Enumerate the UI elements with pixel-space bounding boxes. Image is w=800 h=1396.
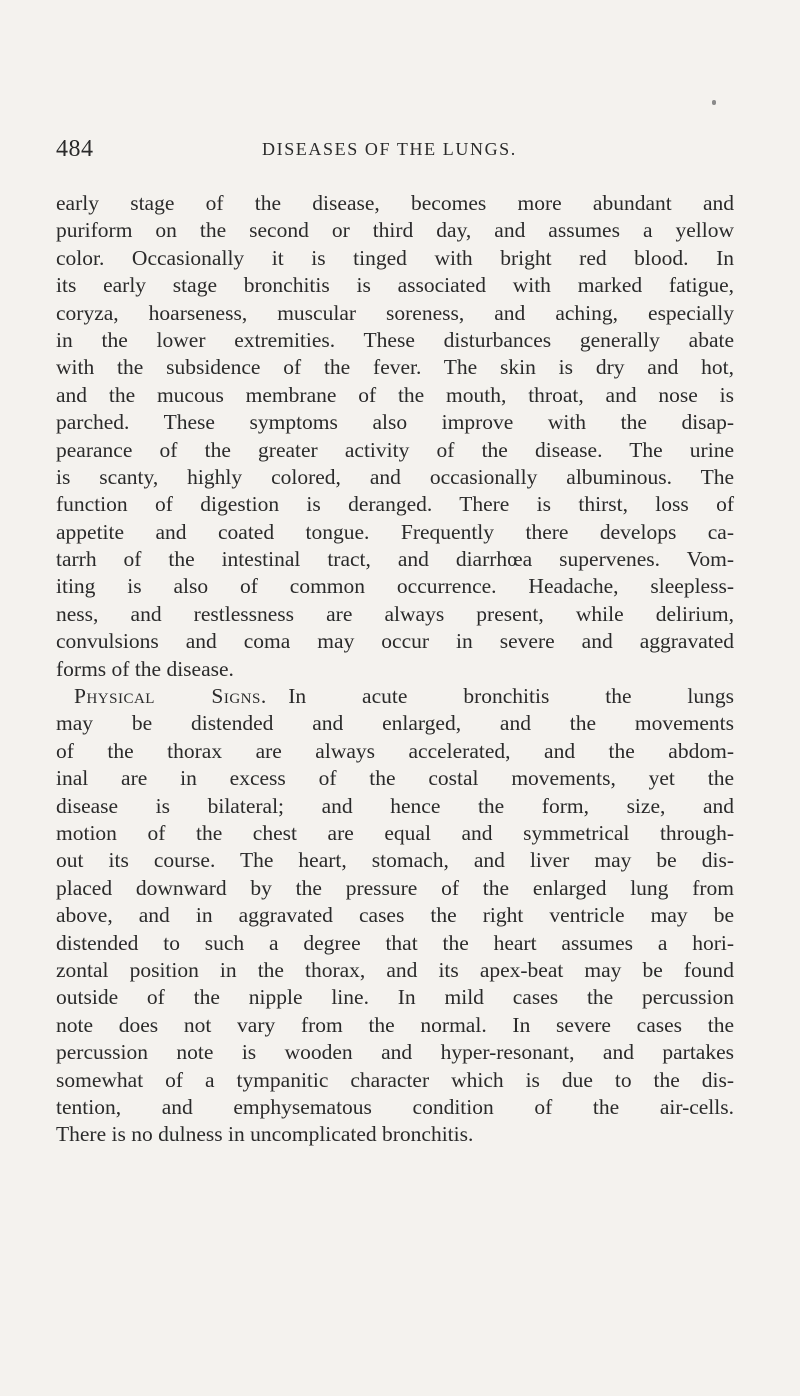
text-line: with the subsidence of the fever. The skin is dry and hot, xyxy=(56,355,734,380)
text-line: and the mucous membrane of the mouth, throat, and nose is xyxy=(56,382,734,407)
text-line: appetite and coated tongue. Frequently there develops ca- xyxy=(56,519,734,544)
page-number: 484 xyxy=(56,136,94,162)
text-line: note does not vary from the normal. In severe cases the xyxy=(56,1012,734,1037)
section-first-line xyxy=(56,683,734,710)
text-line: somewhat of a tympanitic character which is due to the dis- xyxy=(56,1067,734,1092)
text-line: outside of the nipple line. In mild cases the percussion xyxy=(56,985,734,1010)
text-line: disease is bilateral; and hence the form, size, and xyxy=(56,793,734,818)
text-line: of the thorax are always accelerated, and the abdom- xyxy=(56,738,734,763)
text-line: early stage of the disease, becomes more abundant and xyxy=(56,191,734,215)
text-line: percussion note is wooden and hyper-resonant, and partakes xyxy=(56,1040,734,1065)
text-line: above, and in aggravated cases the right ventricle may be xyxy=(56,903,734,928)
text-line: out its course. The heart, stomach, and liver may be dis- xyxy=(56,848,734,873)
text-line: iting is also of common occurrence. Headache, sleepless- xyxy=(56,574,734,599)
text-line: inal are in excess of the costal movements, yet the xyxy=(56,766,734,791)
text-line: tention, and emphysematous condition of the air-cells. xyxy=(56,1094,734,1119)
text-line: its early stage bronchitis is associated with marked fatigue, xyxy=(56,273,734,298)
text-line: convulsions and coma may occur in severe and aggravated xyxy=(56,629,734,654)
text-line: distended to such a degree that the heart assumes a hori- xyxy=(56,930,734,955)
text-line: color. Occasionally it is tinged with bright red blood. In xyxy=(56,245,734,270)
text-line: in the lower extremities. These disturbances generally abate xyxy=(56,327,734,352)
text-line: ness, and restlessness are always present, while delirium, xyxy=(56,601,734,626)
text-line: placed downward by the pressure of the enlarged lung from xyxy=(56,875,734,900)
paper-speck xyxy=(712,100,716,105)
text-line: parched. These symptoms also improve with the disap- xyxy=(56,410,734,435)
body-text xyxy=(56,190,734,1149)
text-line: zontal position in the thorax, and its apex-beat may be found xyxy=(56,957,734,982)
text-line: pearance of the greater activity of the disease. The urine xyxy=(56,437,734,462)
page-header xyxy=(56,136,756,170)
text-line: forms of the disease. xyxy=(56,656,234,681)
section-heading: Physical Signs. xyxy=(74,684,267,709)
text-line: is scanty, highly colored, and occasionally albuminous. The xyxy=(56,464,734,489)
text-line: may be distended and enlarged, and the movements xyxy=(56,711,734,736)
text-line: puriform on the second or third day, and assumes a yellow xyxy=(56,218,734,243)
text-line: function of digestion is deranged. There is thirst, loss of xyxy=(56,492,734,517)
text-line: motion of the chest are equal and symmetrical through- xyxy=(56,820,734,845)
text-line: coryza, hoarseness, muscular soreness, and aching, especially xyxy=(56,300,734,325)
running-head: DISEASES OF THE LUNGS. xyxy=(262,139,517,159)
section-first-line-text: In acute bronchitis the lungs xyxy=(288,684,735,709)
text-line: tarrh of the intestinal tract, and diarrhœa supervenes. Vom- xyxy=(56,547,734,572)
text-line: There is no dulness in uncomplicated bronchitis. xyxy=(56,1122,474,1147)
